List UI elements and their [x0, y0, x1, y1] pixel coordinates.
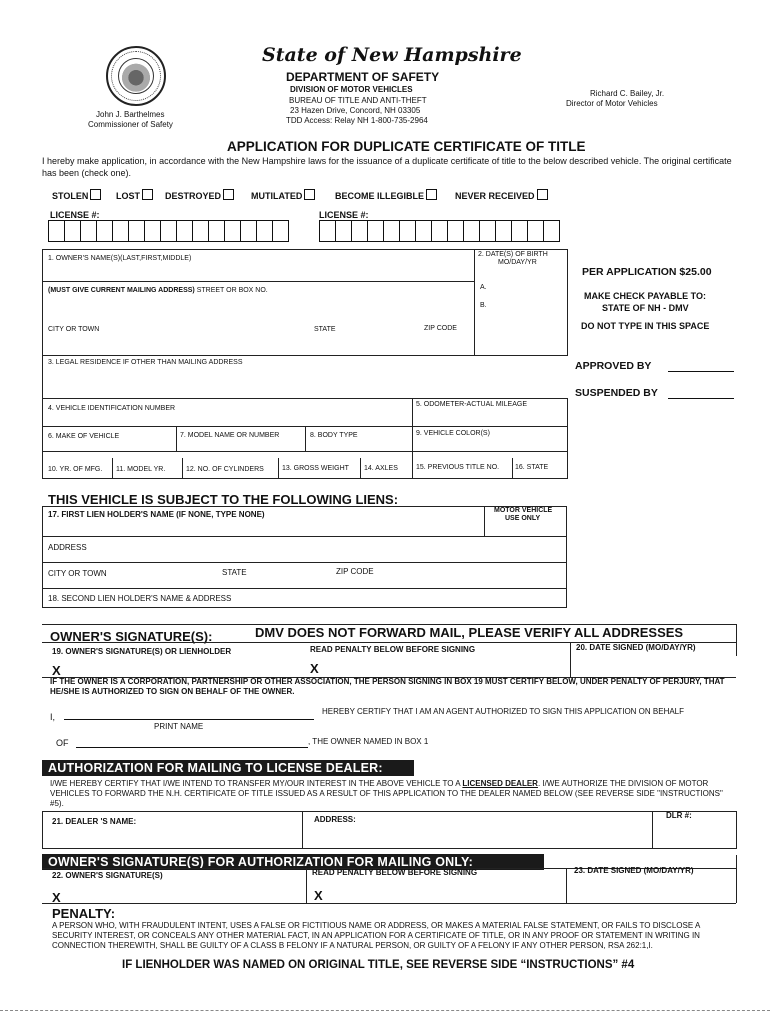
option-stolen[interactable]: STOLEN — [52, 189, 101, 201]
make-label: 6. MAKE OF VEHICLE — [48, 433, 120, 440]
director-name: Richard C. Bailey, Jr. — [590, 89, 665, 98]
division-name: DIVISION OF MOTOR VEHICLES — [290, 85, 413, 94]
lost-checkbox[interactable] — [142, 189, 153, 200]
box22-label: 22. OWNER'S SIGNATURE(S) — [52, 871, 163, 880]
license-label-1: LICENSE #: — [50, 210, 100, 220]
dealer-text: I/WE HEREBY CERTIFY THAT I/WE INTEND TO TRANSFER MY/OUR INTEREST IN THE ABOVE VEHICLE TO A LICENSED DEALER. I/WE AUTHORIZE THE DIVISION OF MOTOR VEHICLES TO FORWARD THE N.H. CERTIFICATE OF TITLE ISSUED AS A RESULT OF THIS APPLICATION TO THE DEALER NAMED BELOW (SEE REVERSE SIDE "INSTRUCTIONS" #5). — [50, 779, 723, 808]
owner-named-text: , THE OWNER NAMED IN BOX 1 — [308, 737, 429, 746]
bureau-name: BUREAU OF TITLE AND ANTI-THEFT — [289, 96, 427, 105]
dob-label: 2. DATE(S) OF BIRTH — [478, 251, 548, 258]
mutilated-checkbox[interactable] — [304, 189, 315, 200]
axles-label: 14. AXLES — [364, 465, 398, 472]
lien-address-label: ADDRESS — [48, 543, 87, 552]
box21-label: 21. DEALER 'S NAME: — [52, 817, 137, 826]
payable-to: MAKE CHECK PAYABLE TO: — [584, 291, 707, 301]
legal-residence-label: 3. LEGAL RESIDENCE IF OTHER THAN MAILING ADDRESS — [48, 359, 243, 366]
cylinders-label: 12. NO. OF CYLINDERS — [186, 466, 264, 473]
penalty-heading: PENALTY: — [52, 906, 116, 921]
never-received-checkbox[interactable] — [537, 189, 548, 200]
dealer-address-label: ADDRESS: — [314, 815, 356, 824]
odometer-label: 5. ODOMETER-ACTUAL MILEAGE — [416, 401, 527, 408]
lien-zip-label: ZIP CODE — [336, 567, 374, 576]
lienholder-footer: IF LIENHOLDER WAS NAMED ON ORIGINAL TITLE, SEE REVERSE SIDE “INSTRUCTIONS” #4 — [122, 959, 635, 971]
intro-text: I hereby make application, in accordance with the New Hampshire laws for the issuance of a duplicate certificate of title to the below described vehicle. The original certificate has been (check one). — [42, 156, 732, 178]
second-lien-label: 18. SECOND LIEN HOLDER'S NAME & ADDRESS — [48, 594, 232, 603]
corporation-note: IF THE OWNER IS A CORPORATION, PARTNERSHIP OR OTHER ASSOCIATION, THE PERSON SIGNING IN BOX 19 MUST CERTIFY BELOW, UNDER PENALTY OF PERJURY, THAT HE/SHE IS AUTHORIZED TO SIGN ON BEHALF OF THE OWNER. — [50, 677, 725, 696]
owner-org-line[interactable] — [76, 747, 308, 748]
suspended-by-line[interactable] — [668, 398, 734, 399]
option-never-received[interactable]: NEVER RECEIVED — [455, 189, 548, 201]
mailing-address-label: (MUST GIVE CURRENT MAILING ADDRESS) STREET OR BOX NO. — [48, 287, 268, 294]
director-title: Director of Motor Vehicles — [566, 99, 658, 108]
prev-title-label: 15. PREVIOUS TITLE NO. — [416, 464, 500, 471]
box20-label: 20. DATE SIGNED (MO/DAY/YR) — [576, 643, 696, 652]
mailing-read-penalty: READ PENALTY BELOW BEFORE SIGNING — [312, 868, 478, 877]
approved-by-line[interactable] — [668, 371, 734, 372]
option-lost[interactable]: LOST — [116, 189, 153, 201]
print-name-line[interactable] — [64, 719, 314, 720]
department-name: DEPARTMENT OF SAFETY — [286, 70, 440, 84]
state-label: STATE — [314, 326, 336, 333]
first-lien-label: 17. FIRST LIEN HOLDER'S NAME (IF NONE, TYPE NONE) — [48, 510, 265, 519]
approved-by-label: APPROVED BY — [575, 360, 652, 372]
certify-of: OF — [56, 738, 69, 748]
mailing-heading: OWNER'S SIGNATURE(S) FOR AUTHORIZATION FOR MAILING ONLY: — [42, 854, 544, 870]
license-boxes-2[interactable] — [319, 220, 559, 242]
state-seal-icon — [106, 46, 166, 106]
penalty-text: A PERSON WHO, WITH FRAUDULENT INTENT, USES A FALSE OR FICTITIOUS NAME OR ADDRESS, OR MAKES A MATERIAL FALSE STATEMENT, OR FAILS TO DISCLOSE A SECURITY INTEREST, OR CONCEALS ANY OTHER MATERIAL FACT, IN AN APPLICATION FOR A CERTIFICATE OF TITLE, OR IN ANY PROOF OR STATEMENT IN WRITING IN CONNECTION THEREWITH, SHALL BE GUILTY OF A CLASS B FELONY IF A NATURAL PERSON, OR GUILTY OF A FELONY IF ANY OTHER PERSON, RSA 262:1,I. — [52, 921, 700, 950]
gross-weight-label: 13. GROSS WEIGHT — [282, 465, 349, 472]
form-title: APPLICATION FOR DUPLICATE CERTIFICATE OF TITLE — [227, 139, 586, 154]
yr-mfg-label: 10. YR. OF MFG. — [48, 466, 103, 473]
vin-label: 4. VEHICLE IDENTIFICATION NUMBER — [48, 405, 176, 412]
owner-name-label: 1. OWNER'S NAME(S)(LAST,FIRST,MIDDLE) — [48, 255, 192, 262]
commissioner-name: John J. Barthelmes — [96, 110, 165, 119]
mailing-x-1[interactable]: X — [52, 890, 61, 905]
box23-label: 23. DATE SIGNED (MO/DAY/YR) — [574, 866, 694, 875]
model-label: 7. MODEL NAME OR NUMBER — [180, 432, 280, 439]
signature-x-2[interactable]: X — [310, 661, 319, 676]
tdd-access: TDD Access: Relay NH 1-800-735-2964 — [286, 116, 428, 125]
city-label: CITY OR TOWN — [48, 326, 100, 333]
box19-label: 19. OWNER'S SIGNATURE(S) OR LIENHOLDER — [52, 647, 232, 656]
state-title: State of New Hampshire — [262, 44, 522, 66]
license-label-2: LICENSE #: — [319, 210, 369, 220]
print-name-caption: PRINT NAME — [154, 722, 204, 731]
bureau-address: 23 Hazen Drive, Concord, NH 03305 — [290, 106, 421, 115]
fee-text: PER APPLICATION $25.00 — [582, 266, 712, 278]
liens-heading: THIS VEHICLE IS SUBJECT TO THE FOLLOWING LIENS: — [48, 492, 399, 507]
lien-city-label: CITY OR TOWN — [48, 569, 107, 578]
certify-text: HEREBY CERTIFY THAT I AM AN AGENT AUTHORIZED TO SIGN THIS APPLICATION ON BEHALF — [322, 707, 685, 716]
owner-signature-heading: OWNER'S SIGNATURE(S): — [50, 629, 213, 644]
mailing-x-2[interactable]: X — [314, 888, 323, 903]
model-yr-label: 11. MODEL YR. — [116, 466, 166, 473]
certify-i: I, — [50, 712, 56, 722]
payable-name: STATE OF NH - DMV — [602, 303, 689, 313]
signature-x-1[interactable]: X — [52, 663, 61, 678]
commissioner-title: Commissioner of Safety — [88, 120, 173, 129]
dob-format: MO/DAY/YR — [498, 259, 537, 266]
zip-label: ZIP CODE — [424, 325, 457, 332]
lien-state-label: STATE — [222, 568, 247, 577]
option-illegible[interactable]: BECOME ILLEGIBLE — [335, 189, 437, 201]
option-destroyed[interactable]: DESTROYED — [165, 189, 234, 201]
prev-state-label: 16. STATE — [515, 464, 549, 471]
license-boxes-1[interactable] — [48, 220, 288, 242]
body-label: 8. BODY TYPE — [310, 432, 358, 439]
no-type-note: DO NOT TYPE IN THIS SPACE — [581, 321, 710, 331]
color-label: 9. VEHICLE COLOR(S) — [416, 430, 490, 437]
dealer-heading: AUTHORIZATION FOR MAILING TO LICENSE DEALER: — [42, 760, 414, 776]
dlr-label: DLR #: — [666, 811, 692, 820]
mv-use-1: MOTOR VEHICLE — [494, 507, 553, 514]
dob-b: B. — [480, 302, 487, 309]
dmv-mail-note: DMV DOES NOT FORWARD MAIL, PLEASE VERIFY ALL ADDRESSES — [255, 625, 684, 640]
dob-a: A. — [480, 284, 487, 291]
illegible-checkbox[interactable] — [426, 189, 437, 200]
suspended-by-label: SUSPENDED BY — [575, 387, 658, 399]
read-penalty-note: READ PENALTY BELOW BEFORE SIGNING — [310, 645, 476, 654]
stolen-checkbox[interactable] — [90, 189, 101, 200]
destroyed-checkbox[interactable] — [223, 189, 234, 200]
option-mutilated[interactable]: MUTILATED — [251, 189, 315, 201]
mv-use-2: USE ONLY — [505, 515, 541, 522]
